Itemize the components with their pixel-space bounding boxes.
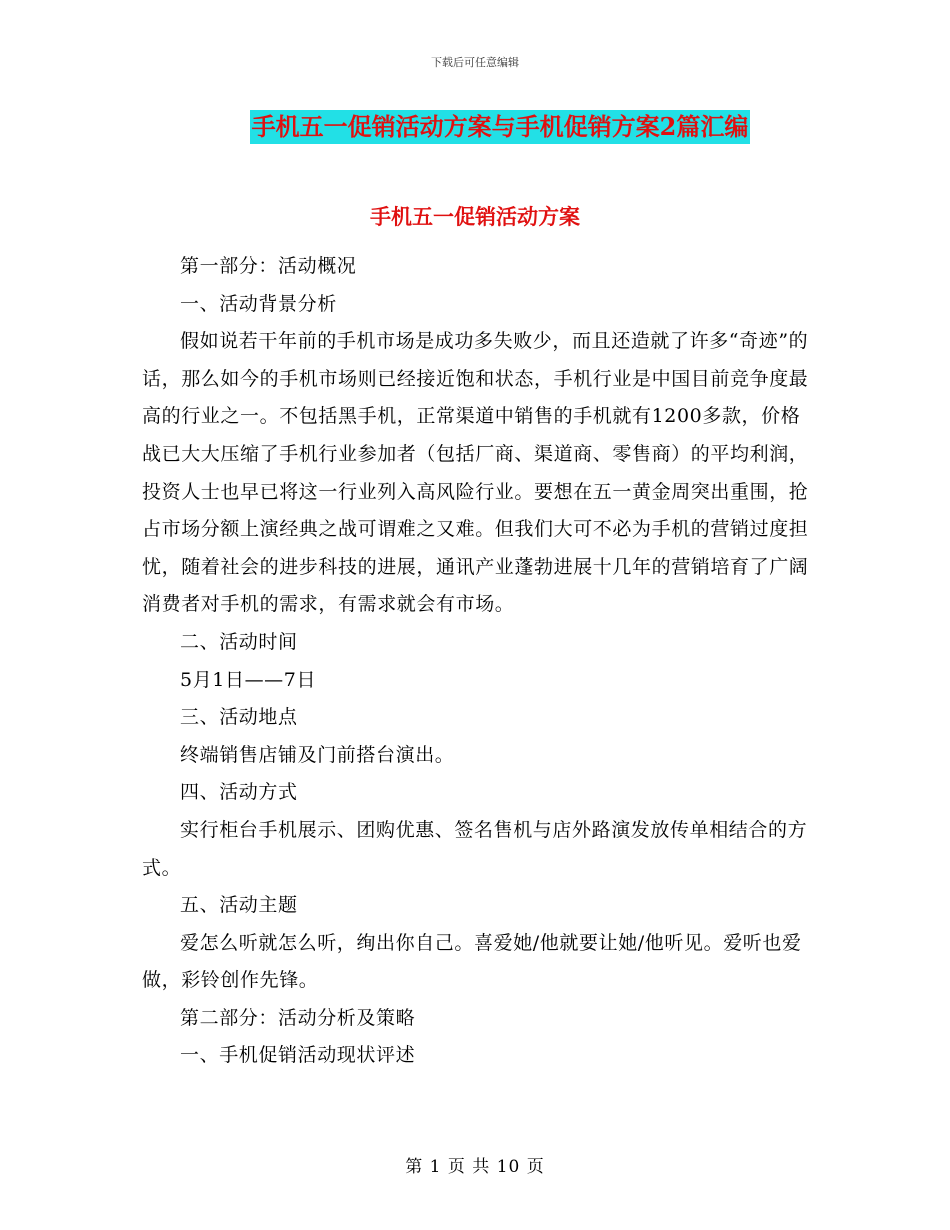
- paragraph: 实行柜台手机展示、团购优惠、签名售机与店外路演发放传单相结合的方式。: [142, 818, 808, 879]
- document-body: [142, 248, 810, 1075]
- paragraph: 5月1日——7日: [180, 668, 317, 691]
- paragraph: 假如说若干年前的手机市场是成功多失败少，而且还造就了许多“奇迹”的话，那么如今的手机市场则已经接近饱和状态，手机行业是中国目前竞争度最高的行业之一。不包括黑手机，正常渠道中销售的手机就有1200多款，价格战已大大压缩了手机行业参加者（包括厂商、渠道商、零售商）的平均利润，投资人士也早已将这一行业列入高风险行业。要想在五一黄金周突出重围，抢占市场分额上演经典之战可谓难之又难。但我们大可不必为手机的营销过度担忧，随着社会的进步科技的进展，通讯产业蓬勃进展十几年的营销培育了广阔消费者对手机的需求，有需求就会有市场。: [142, 330, 809, 616]
- paragraph: 一、手机促销活动现状评述: [180, 1044, 416, 1067]
- paragraph: 爱怎么听就怎么听，绚出你自己。喜爱她/他就要让她/他听见。爱听也爱做，彩铃创作先锋。: [142, 931, 802, 992]
- paragraph: 终端销售店铺及门前搭台演出。: [180, 743, 455, 766]
- header-note: 下载后可任意编辑: [431, 56, 519, 69]
- main-title-container: [0, 110, 950, 144]
- page-number: 第 1 页 共 10 页: [405, 1157, 545, 1177]
- paragraph: 五、活动主题: [180, 894, 298, 917]
- paragraph: 第二部分：活动分析及策略: [180, 1006, 416, 1029]
- paragraph: 第一部分：活动概况: [180, 255, 357, 277]
- paragraph: 二、活动时间: [180, 630, 298, 653]
- paragraph: 四、活动方式: [180, 781, 298, 804]
- paragraph: 一、活动背景分析: [180, 292, 337, 315]
- paragraph: 三、活动地点: [180, 706, 298, 729]
- section-title: 手机五一促销活动方案: [370, 204, 580, 229]
- main-title: 手机五一促销活动方案与手机促销方案2篇汇编: [250, 110, 751, 144]
